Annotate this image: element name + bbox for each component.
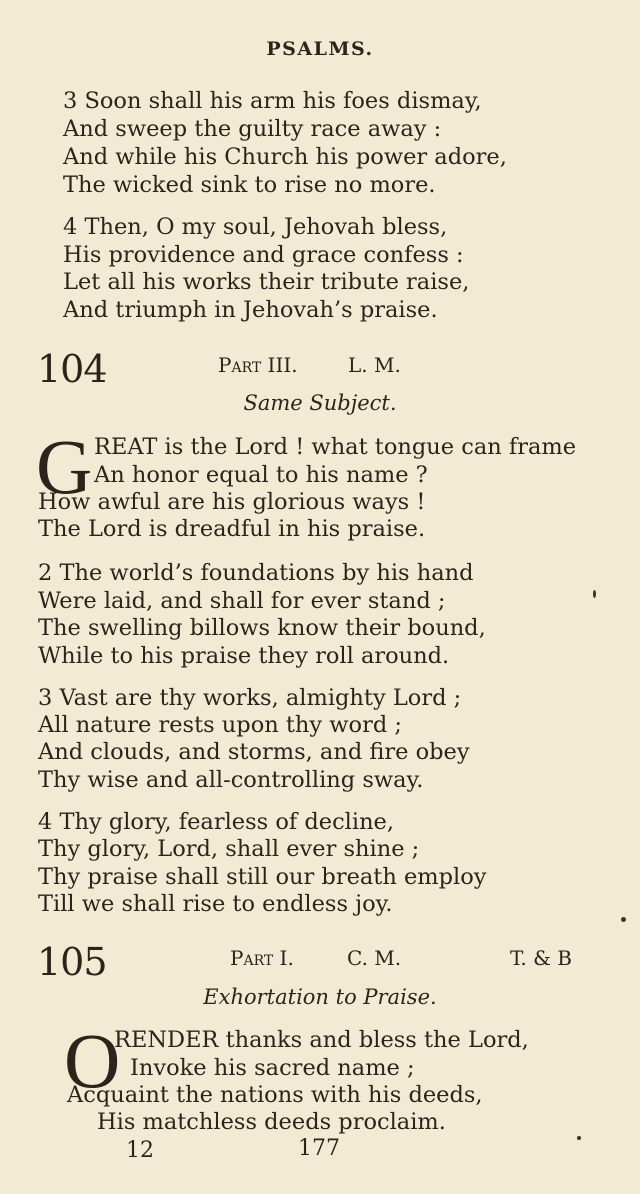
verse-line: 3 Vast are thy works, almighty Lord ;	[38, 685, 462, 711]
verse-line: Thy praise shall still our breath employ	[38, 864, 487, 890]
verse-line: While to his praise they roll around.	[38, 643, 450, 669]
drop-cap: G	[36, 423, 93, 510]
verse-line: An honor equal to his name ?	[94, 462, 428, 488]
hymn-number: 104	[37, 347, 107, 391]
verse-line: How awful are his glorious ways !	[38, 489, 426, 515]
ink-speck	[593, 590, 596, 598]
verse-line: Invoke his sacred name ;	[130, 1055, 415, 1081]
verse-line: And sweep the guilty race away :	[63, 116, 442, 142]
verse-line: REAT is the Lord ! what tongue can frame	[94, 434, 577, 460]
hymn-part: Part I.	[230, 946, 294, 970]
verse-line: 4 Thy glory, fearless of decline,	[38, 809, 395, 835]
ink-speck	[577, 1136, 581, 1140]
verse-line: 4 Then, O my soul, Jehovah bless,	[63, 214, 448, 240]
verse-line: His providence and grace confess :	[63, 242, 464, 268]
ink-speck	[621, 917, 626, 922]
verse-line: And while his Church his power adore,	[63, 144, 507, 170]
page-number: 177	[298, 1136, 340, 1161]
verse-line: All nature rests upon thy word ;	[38, 712, 402, 738]
hymn-meter: C. M.	[347, 946, 402, 970]
verse-line: 3 Soon shall his arm his foes dismay,	[63, 88, 482, 114]
verse-line: And clouds, and storms, and fire obey	[38, 739, 470, 765]
verse-line: The swelling billows know their bound,	[38, 615, 486, 641]
hymn-meter: L. M.	[348, 353, 401, 377]
verse-line: Were laid, and shall for ever stand ;	[38, 588, 446, 614]
hymn-attribution: T. & B	[510, 946, 572, 970]
verse-line: His matchless deeds proclaim.	[97, 1109, 446, 1135]
verse-line: Till we shall rise to endless joy.	[38, 891, 393, 917]
verse-line: Let all his works their tribute raise,	[63, 269, 470, 295]
hymn-subtitle: Same Subject.	[243, 391, 397, 415]
hymn-part: Part III.	[218, 353, 298, 377]
running-head: PSALMS.	[266, 38, 374, 60]
verse-line: The wicked sink to rise no more.	[63, 172, 436, 198]
verse-line: And triumph in Jehovah’s praise.	[63, 297, 438, 323]
verse-line: The Lord is dreadful in his praise.	[38, 516, 426, 542]
drop-cap: O	[64, 1017, 121, 1104]
verse-line: 2 The world’s foundations by his hand	[38, 560, 474, 586]
verse-line: RENDER thanks and bless the Lord,	[114, 1027, 529, 1053]
verse-line: Thy glory, Lord, shall ever shine ;	[38, 836, 420, 862]
signature-mark: 12	[126, 1138, 154, 1163]
verse-line: Acquaint the nations with his deeds,	[67, 1082, 483, 1108]
hymn-number: 105	[37, 940, 107, 984]
hymn-subtitle: Exhortation to Praise.	[203, 985, 437, 1009]
verse-line: Thy wise and all-controlling sway.	[38, 767, 424, 793]
